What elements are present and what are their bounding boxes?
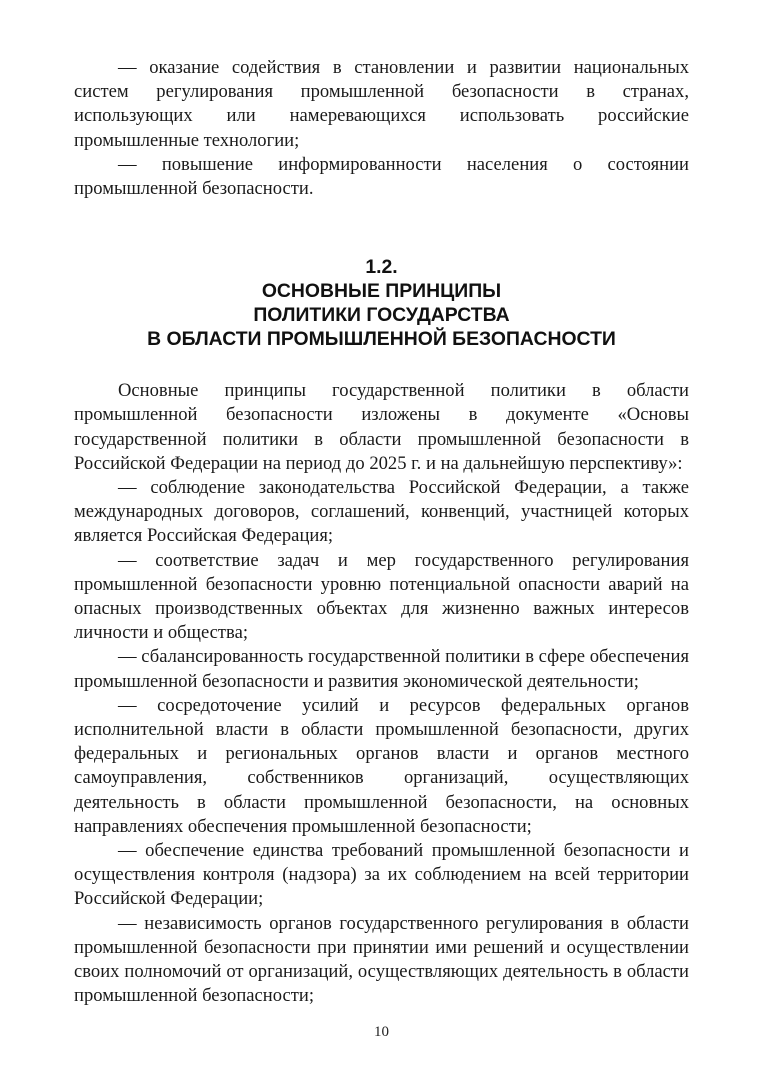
principle-item: — соблюдение законодательства Российской Федерации, а также международных договоров, соглашений, конвенций, участницей которых является Российская Федерация; [74, 477, 689, 547]
principle-item: — независимость органов государственного регулирования в области промышленной безопасности при принятии ими решений и осуществлении своих полномочий от организаций, осуществляющих деятельность в области промышленной безопасности; [74, 912, 689, 1007]
section-title-line: В ОБЛАСТИ ПРОМЫШЛЕННОЙ БЕЗОПАСНОСТИ [147, 328, 616, 351]
principle-item: — обеспечение единства требований промышленной безопасности и осуществления контроля (надзора) за их соблюдением на всей территории Российской Федерации; [74, 840, 689, 910]
page-number: 10 [374, 1024, 389, 1040]
section-number: 1.2. [365, 256, 398, 279]
section-heading [74, 255, 689, 351]
bullet-paragraph: — оказание содействия в становлении и развитии национальных систем регулирования промышленной безопасности в странах, использующих или намеревающихся использовать российские промышленные технологии; [74, 57, 689, 151]
bullet-paragraph: — повышение информированности населения о состоянии промышленной безопасности. [74, 153, 689, 200]
intro-paragraph: Основные принципы государственной политики в области промышленной безопасности изложены в документе «Основы государственной политики в области промышленной безопасности в Российской Федерации на период до 2025 г. и на дальнейшую перспективу»: [74, 380, 689, 474]
principle-item: — соответствие задач и мер государственного регулирования промышленной безопасности уровню потенциальной опасности аварий на опасных производственных объектах для жизненно важных интересов личности и общества; [74, 549, 689, 644]
section-title-line: ОСНОВНЫЕ ПРИНЦИПЫ [261, 280, 502, 303]
principle-item: — сосредоточение усилий и ресурсов федеральных органов исполнительной власти в области промышленной безопасности, других федеральных и региональных органов власти и органов местного самоуправления, собственников организаций, осуществляющих деятельность в области промышленной безопасности, на основных направлениях обеспечения промышленной безопасности; [74, 694, 689, 837]
section-title-line: ПОЛИТИКИ ГОСУДАРСТВА [253, 304, 510, 327]
page-body [74, 56, 689, 1009]
principle-item: — сбалансированность государственной политики в сфере обеспечения промышленной безопасности и развития экономической деятельности; [74, 646, 689, 692]
